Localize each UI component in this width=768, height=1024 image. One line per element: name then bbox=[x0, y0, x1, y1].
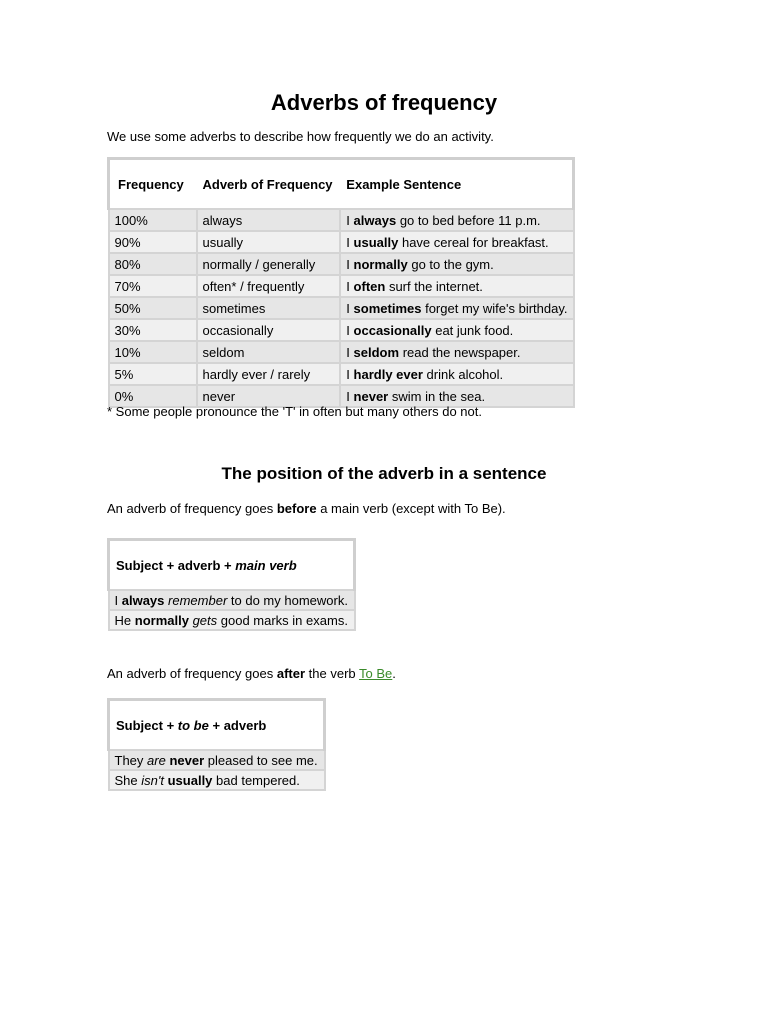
example-rest: surf the internet. bbox=[388, 278, 483, 294]
adverb-cell: sometimes bbox=[197, 297, 341, 319]
example-adverb: seldom bbox=[353, 344, 400, 360]
example-subject: They bbox=[114, 752, 144, 768]
to-be-table-header bbox=[109, 700, 325, 751]
example-rest: good marks in exams. bbox=[220, 612, 348, 628]
para2-bold: after bbox=[276, 666, 306, 681]
example-subject: I bbox=[114, 592, 119, 608]
main-verb-table-body bbox=[109, 590, 355, 630]
to-be-link[interactable]: To Be bbox=[359, 666, 393, 681]
adverb-cell: never bbox=[197, 385, 341, 407]
example-rest: drink alcohol. bbox=[426, 366, 504, 382]
table-row bbox=[109, 275, 574, 297]
adverb-cell: always bbox=[197, 209, 341, 231]
example-cell bbox=[340, 231, 573, 253]
frequency-cell: 5% bbox=[109, 363, 197, 385]
footnote: * Some people pronounce the 'T' in often but many others do not. bbox=[107, 404, 482, 419]
main-verb-table-header-cell bbox=[109, 540, 355, 591]
page-title: Adverbs of frequency bbox=[270, 90, 498, 115]
table-row bbox=[109, 590, 355, 610]
example-adverb: normally bbox=[134, 612, 189, 628]
adverb-cell: normally / generally bbox=[197, 253, 341, 275]
frequency-cell: 50% bbox=[109, 297, 197, 319]
example-cell bbox=[340, 275, 573, 297]
frequency-cell: 90% bbox=[109, 231, 197, 253]
frequency-cell: 70% bbox=[109, 275, 197, 297]
example-cell bbox=[109, 610, 355, 630]
t2-header-a: Subject + bbox=[116, 717, 175, 733]
example-rest: have cereal for breakfast. bbox=[401, 234, 549, 250]
example-subject: I bbox=[346, 212, 350, 228]
main-verb-table-header bbox=[109, 540, 355, 591]
frequency-cell: 80% bbox=[109, 253, 197, 275]
rule-after-paragraph bbox=[107, 666, 396, 681]
frequency-cell: 10% bbox=[109, 341, 197, 363]
example-cell bbox=[340, 341, 573, 363]
frequency-cell: 100% bbox=[109, 209, 197, 231]
frequency-table bbox=[107, 157, 575, 408]
example-subject: I bbox=[346, 322, 350, 338]
header-frequency: Frequency bbox=[109, 159, 197, 210]
table-row bbox=[109, 610, 355, 630]
example-adverb: occasionally bbox=[353, 322, 432, 338]
t1-header-a: Subject + adverb + bbox=[116, 557, 232, 573]
example-rest: forget my wife's birthday. bbox=[425, 300, 568, 316]
table-row bbox=[109, 253, 574, 275]
example-cell bbox=[109, 590, 355, 610]
example-adverb: always bbox=[121, 592, 165, 608]
main-verb-table bbox=[107, 538, 356, 631]
example-subject: I bbox=[346, 300, 350, 316]
table-row bbox=[109, 319, 574, 341]
adverb-cell: often* / frequently bbox=[197, 275, 341, 297]
t2-header-b: to be bbox=[177, 717, 209, 733]
frequency-cell: 30% bbox=[109, 319, 197, 341]
example-rest: swim in the sea. bbox=[391, 388, 486, 404]
table-row bbox=[109, 341, 574, 363]
example-rest: to do my homework. bbox=[230, 592, 348, 608]
frequency-table-body bbox=[109, 209, 574, 407]
example-subject: I bbox=[346, 256, 350, 272]
para1-bold: before bbox=[276, 501, 317, 516]
example-adverb: often bbox=[353, 278, 386, 294]
table-row bbox=[109, 363, 574, 385]
adverb-cell: hardly ever / rarely bbox=[197, 363, 341, 385]
example-verb: are bbox=[147, 752, 166, 768]
table-row bbox=[109, 750, 325, 770]
frequency-cell: 0% bbox=[109, 385, 197, 407]
example-cell bbox=[109, 750, 325, 770]
table-row bbox=[109, 770, 325, 790]
t1-header-b: main verb bbox=[235, 557, 297, 573]
example-cell bbox=[340, 253, 573, 275]
example-cell bbox=[340, 297, 573, 319]
header-example: Example Sentence bbox=[340, 159, 573, 210]
example-cell bbox=[340, 209, 573, 231]
adverb-cell: seldom bbox=[197, 341, 341, 363]
para2-end: . bbox=[392, 666, 396, 681]
example-cell bbox=[109, 770, 325, 790]
para1-pre: An adverb of frequency goes bbox=[107, 501, 274, 516]
header-adverb: Adverb of Frequency bbox=[197, 159, 341, 210]
to-be-table-body bbox=[109, 750, 325, 790]
example-rest: pleased to see me. bbox=[207, 752, 318, 768]
example-adverb: usually bbox=[167, 772, 213, 788]
example-verb: remember bbox=[168, 592, 228, 608]
rule-before-paragraph bbox=[107, 501, 506, 516]
example-rest: eat junk food. bbox=[435, 322, 514, 338]
example-verb: gets bbox=[192, 612, 218, 628]
example-adverb: never bbox=[353, 388, 389, 404]
example-adverb: usually bbox=[353, 234, 399, 250]
example-subject: I bbox=[346, 344, 350, 360]
section-title: The position of the adverb in a sentence bbox=[221, 464, 547, 483]
example-adverb: never bbox=[169, 752, 205, 768]
t2-header-c: + adverb bbox=[212, 717, 267, 733]
example-adverb: normally bbox=[353, 256, 408, 272]
example-subject: I bbox=[346, 388, 350, 404]
example-rest: read the newspaper. bbox=[402, 344, 521, 360]
adverb-cell: usually bbox=[197, 231, 341, 253]
table-row bbox=[109, 297, 574, 319]
example-subject: I bbox=[346, 234, 350, 250]
example-adverb: sometimes bbox=[353, 300, 422, 316]
example-cell bbox=[340, 363, 573, 385]
table-row bbox=[109, 231, 574, 253]
example-cell bbox=[340, 319, 573, 341]
example-adverb: always bbox=[353, 212, 397, 228]
example-subject: I bbox=[346, 366, 350, 382]
example-rest: bad tempered. bbox=[216, 772, 300, 788]
para2-pre: An adverb of frequency goes bbox=[107, 666, 274, 681]
example-rest: go to the gym. bbox=[411, 256, 494, 272]
frequency-table-header bbox=[109, 159, 574, 210]
example-subject: She bbox=[114, 772, 138, 788]
adverb-cell: occasionally bbox=[197, 319, 341, 341]
example-adverb: hardly ever bbox=[353, 366, 423, 382]
para1-post: a main verb (except with To Be). bbox=[320, 501, 506, 516]
example-verb: isn't bbox=[141, 772, 164, 788]
table-row bbox=[109, 209, 574, 231]
to-be-table bbox=[107, 698, 326, 791]
to-be-table-header-cell bbox=[109, 700, 325, 751]
example-subject: He bbox=[114, 612, 132, 628]
intro-text: We use some adverbs to describe how frequently we do an activity. bbox=[107, 129, 494, 144]
para2-mid: the verb bbox=[308, 666, 356, 681]
example-subject: I bbox=[346, 278, 350, 294]
example-rest: go to bed before 11 p.m. bbox=[399, 212, 541, 228]
